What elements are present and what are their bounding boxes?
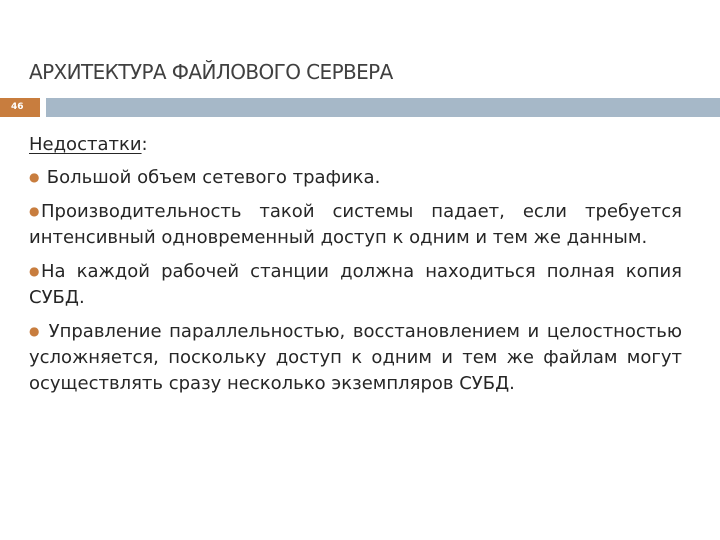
- list-item: [29, 164, 682, 191]
- list-item: [29, 258, 682, 311]
- slide-number-badge: 46: [0, 98, 40, 117]
- list-item-text: Большой объем сетевого трафика.: [41, 167, 381, 188]
- bullet-icon: ●: [29, 170, 40, 184]
- section-heading: [29, 132, 682, 158]
- list-item-text: Производительность такой системы падает, если требуется интенсивный одновременный доступ к одним и тем же данным.: [29, 201, 682, 248]
- list-item: [29, 318, 682, 397]
- bullet-icon: ●: [29, 324, 40, 338]
- list-item-text: Управление параллельностью, восстановлением и целостностью усложняется, поскольку доступ к одним и тем же файлам могут осуществлять сразу несколько экземпляров СУБД.: [29, 321, 682, 394]
- header-bar: [46, 98, 720, 117]
- bullet-icon: ●: [29, 204, 40, 218]
- section-heading-label: Недостатки: [29, 134, 142, 155]
- slide-body: [29, 132, 682, 404]
- bullet-icon: ●: [29, 264, 40, 278]
- list-item-text: На каждой рабочей станции должна находиться полная копия СУБД.: [29, 261, 682, 308]
- slide-title: АРХИТЕКТУРА ФАЙЛОВОГО СЕРВЕРА: [29, 60, 393, 84]
- list-item: [29, 198, 682, 251]
- section-heading-colon: :: [141, 134, 148, 155]
